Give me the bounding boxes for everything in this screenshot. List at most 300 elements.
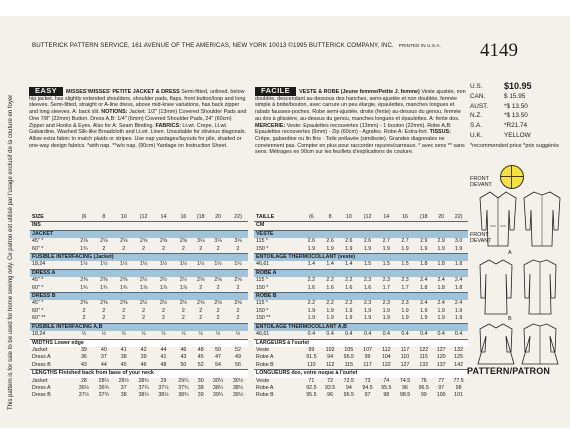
value-cell: 95.5 bbox=[306, 392, 317, 399]
section-row bbox=[254, 293, 468, 301]
value-cell: ½ bbox=[81, 331, 87, 338]
french-description bbox=[255, 87, 467, 156]
value-cell: 49 bbox=[235, 354, 241, 361]
price-row: S.A. *R21.74 bbox=[470, 122, 528, 130]
table-row bbox=[30, 246, 248, 254]
row-label: 46,61 bbox=[256, 261, 270, 268]
table-row bbox=[254, 378, 468, 385]
value-cell: 107 bbox=[363, 346, 372, 353]
value-cell: 1½ bbox=[139, 261, 148, 268]
dress-a-front-drawing-icon bbox=[478, 258, 514, 316]
value-cell: 1.9 bbox=[382, 245, 390, 252]
value-cell: 40 bbox=[100, 346, 107, 353]
value-cell: 2 bbox=[199, 284, 203, 291]
value-cell: 38 bbox=[120, 354, 127, 361]
section-label: WIDTHS Lower edge bbox=[30, 339, 248, 347]
value-cell: 2.3 bbox=[382, 277, 390, 284]
value-cell: 43 bbox=[80, 361, 87, 368]
price-list bbox=[470, 82, 565, 149]
easy-badge: EASY bbox=[29, 87, 63, 96]
pattern-patron-label: PATTERN/PATRON bbox=[467, 366, 551, 376]
value-cell: 1.9 bbox=[345, 307, 353, 314]
value-cell: 1.9 bbox=[382, 315, 390, 322]
value-cell: 2⅜ bbox=[80, 277, 88, 284]
row-label: 115 * bbox=[256, 277, 268, 284]
value-cell: 1.9 bbox=[420, 315, 428, 322]
price-row: CAN. $ 15.95 bbox=[470, 92, 526, 100]
size-label: SIZE bbox=[32, 214, 44, 220]
value-cell: 1.9 bbox=[345, 315, 353, 322]
value-cell: 30½ bbox=[232, 377, 244, 384]
value-cell: 2.3 bbox=[363, 300, 372, 307]
value-cell: 132 bbox=[419, 361, 429, 368]
value-cell: 1¾ bbox=[80, 284, 88, 291]
section-row bbox=[254, 254, 468, 262]
value-cell: 2⅜ bbox=[100, 277, 108, 284]
price-row: U.K. YELLOW bbox=[470, 131, 531, 139]
value-cell: 76 bbox=[420, 377, 427, 384]
value-cell: 2.2 bbox=[307, 300, 316, 307]
value-cell: 28½ bbox=[118, 377, 129, 384]
value-cell: 1.9 bbox=[382, 307, 390, 314]
table-row bbox=[30, 392, 248, 399]
value-cell: 1.9 bbox=[401, 315, 409, 322]
section-label: ROBE B bbox=[254, 293, 468, 301]
table-row bbox=[254, 261, 468, 269]
value-cell: 102 bbox=[325, 346, 335, 353]
value-cell: 1.9 bbox=[401, 307, 409, 314]
value-cell: 2.3 bbox=[401, 277, 409, 284]
size-cell: 16 bbox=[180, 214, 187, 220]
value-cell: 74 bbox=[383, 377, 390, 384]
value-cell: ½ bbox=[235, 331, 241, 338]
value-cell: 1.4 bbox=[345, 261, 353, 268]
value-cell: 74.5 bbox=[399, 377, 411, 384]
dress-b-back-drawing-icon bbox=[520, 322, 560, 366]
table-row bbox=[254, 285, 468, 293]
mercerie-label: MERCERIE: bbox=[255, 122, 286, 129]
size-chart-english bbox=[30, 214, 248, 400]
value-cell: 98 bbox=[383, 392, 390, 399]
table-row bbox=[30, 315, 248, 323]
value-cell: 1.8 bbox=[420, 261, 428, 268]
value-cell: 39¼ bbox=[212, 392, 224, 399]
value-cell: 1.9 bbox=[326, 245, 334, 252]
value-cell: 94 bbox=[345, 384, 352, 391]
value-cell: 1.9 bbox=[420, 245, 428, 252]
value-cell: 2 bbox=[142, 315, 146, 322]
value-cell: 1¾ bbox=[120, 284, 128, 291]
printed-note: PRINTED IN U.S.A. bbox=[398, 43, 441, 48]
value-cell: 2 bbox=[216, 245, 220, 252]
value-cell: 1.9 bbox=[363, 245, 372, 252]
value-cell: 30 bbox=[197, 377, 204, 384]
value-cell: 99 bbox=[420, 392, 427, 399]
price-row: AUST. *$ 13.50 bbox=[470, 102, 528, 110]
size-cell: (12 bbox=[139, 214, 148, 220]
value-cell: 137 bbox=[436, 361, 446, 368]
row-label: 45" * bbox=[32, 238, 44, 245]
french-title: VESTE & ROBE (Jeune femme/Petite J. femme) bbox=[299, 89, 420, 95]
value-cell: 1.4 bbox=[307, 261, 316, 268]
tissus-text: Crêpe, gabardine ou lin fins · Toile prélavée (similisoie). Grandes diagonales ne conviennent pas. Compter en plus pour raccorder rayures/carreaux. * avec sens ** sans sens. bbox=[255, 135, 465, 156]
size-cell: (18 bbox=[419, 214, 428, 220]
value-cell: 2 bbox=[102, 307, 106, 314]
table-row bbox=[254, 385, 468, 392]
section-row bbox=[30, 339, 248, 347]
value-cell: 2.7 bbox=[401, 238, 409, 245]
value-cell: 28¼ bbox=[98, 377, 109, 384]
row-label: Robe A bbox=[256, 354, 274, 361]
value-cell: 47 bbox=[215, 354, 221, 361]
value-cell: 37 bbox=[120, 384, 127, 391]
value-cell: 1½ bbox=[80, 261, 88, 268]
value-cell: 2⅝ bbox=[214, 300, 222, 307]
english-description bbox=[29, 87, 247, 149]
value-cell: 2⅜ bbox=[100, 300, 108, 307]
value-cell: 37¾ bbox=[98, 392, 109, 399]
value-cell: 37¼ bbox=[138, 384, 149, 391]
value-cell: 29 bbox=[160, 377, 167, 384]
row-label: 150 ** bbox=[256, 315, 271, 322]
section-label: ENTOILAGE THERMOCOLLANT A,B bbox=[254, 323, 468, 331]
size-cell: (6 bbox=[309, 214, 314, 220]
table-row bbox=[30, 378, 248, 385]
price-row: U.S. $10.95 bbox=[470, 81, 532, 91]
value-cell: 96.5 bbox=[343, 354, 354, 361]
row-label: Robe B bbox=[256, 361, 274, 368]
value-cell: 1.8 bbox=[437, 261, 445, 268]
value-cell: 2½ bbox=[139, 277, 148, 284]
front-label: FRONT DEVANT bbox=[470, 176, 492, 188]
value-cell: 2 bbox=[162, 315, 165, 322]
value-cell: 2 bbox=[216, 307, 220, 314]
section-row bbox=[30, 323, 248, 331]
value-cell: 1.6 bbox=[363, 284, 372, 291]
value-cell: 2.3 bbox=[401, 300, 409, 307]
value-cell: 38½ bbox=[232, 384, 244, 391]
value-cell: 72.5 bbox=[343, 377, 354, 384]
value-cell: 1.7 bbox=[382, 284, 390, 291]
row-label: Veste bbox=[256, 346, 270, 353]
value-cell: 0.4 bbox=[382, 331, 390, 338]
value-cell: 1½ bbox=[120, 261, 128, 268]
value-cell: 2 bbox=[142, 245, 146, 252]
row-label: 60" * bbox=[32, 307, 44, 314]
value-cell: 2.2 bbox=[326, 277, 334, 284]
value-cell: ½ bbox=[161, 331, 166, 338]
value-cell: 0.4 bbox=[437, 331, 445, 338]
value-cell: 2 bbox=[236, 245, 240, 252]
dress-b-front-drawing-icon bbox=[476, 322, 516, 366]
value-cell: 37½ bbox=[78, 392, 90, 399]
value-cell: 1.9 bbox=[454, 307, 463, 314]
value-cell: 2 bbox=[162, 245, 165, 252]
value-cell: 43 bbox=[180, 354, 187, 361]
value-cell: 48 bbox=[197, 346, 204, 353]
section-row bbox=[254, 323, 468, 331]
row-label: 60" ** bbox=[32, 315, 46, 322]
value-cell: 1.9 bbox=[307, 245, 316, 252]
pattern-number: 4149 bbox=[480, 40, 518, 61]
value-cell: 1½ bbox=[214, 261, 222, 268]
row-label: Robe B bbox=[256, 392, 274, 399]
value-cell: 0.4 bbox=[326, 331, 334, 338]
value-cell: ½ bbox=[141, 331, 146, 338]
company-line: BUTTERICK PATTERN SERVICE, 161 AVENUE OF THE AMERICAS, NEW YORK 10013 ©1995 BUTTERICK COMPANY, INC. bbox=[32, 42, 394, 49]
row-label: Dress A bbox=[32, 384, 51, 391]
value-cell: 99 bbox=[308, 346, 315, 353]
table-row bbox=[30, 261, 248, 269]
value-cell: 112 bbox=[382, 346, 391, 353]
value-cell: 2⅜ bbox=[120, 300, 128, 307]
value-cell: 44 bbox=[100, 361, 107, 368]
value-cell: 2.9 bbox=[437, 238, 445, 245]
table-row bbox=[254, 300, 468, 307]
row-label: 60" * bbox=[32, 245, 44, 252]
row-label: 115 * bbox=[256, 300, 268, 307]
yellow-code-circle-icon bbox=[500, 165, 524, 189]
row-label: 60" * bbox=[32, 284, 44, 291]
value-cell: 97 bbox=[364, 392, 371, 399]
table-row bbox=[254, 277, 468, 284]
value-cell: 1.6 bbox=[307, 284, 316, 291]
value-cell: 2.2 bbox=[326, 300, 334, 307]
row-label: 18,24 bbox=[32, 331, 46, 338]
unit-row bbox=[254, 222, 468, 230]
value-cell: 38½ bbox=[158, 392, 169, 399]
size-cell: 8 bbox=[328, 214, 332, 220]
value-cell: 105 bbox=[344, 346, 354, 353]
value-cell: 1¾ bbox=[100, 284, 108, 291]
english-title: MISSES'/MISSES' PETITE JACKET & DRESS bbox=[66, 89, 180, 95]
value-cell: 2⅝ bbox=[197, 277, 205, 284]
value-cell: 1¾ bbox=[80, 245, 88, 252]
table-row bbox=[30, 277, 248, 284]
value-cell: ½ bbox=[198, 331, 203, 338]
value-cell: 37½ bbox=[158, 384, 169, 391]
value-cell: 101 bbox=[454, 392, 464, 399]
value-cell: 54 bbox=[215, 361, 221, 368]
value-cell: 38¼ bbox=[212, 384, 224, 391]
side-legal-text: This pattern is for sale to be used for home sewing only. Ce patron est utilisé par l'usage exclusif de la couture en foyer bbox=[8, 94, 14, 410]
value-cell: 2.4 bbox=[420, 277, 428, 284]
size-cell: 20 bbox=[215, 214, 221, 220]
section-label: DRESS B bbox=[30, 293, 248, 301]
value-cell: 1.9 bbox=[326, 307, 334, 314]
value-cell: 2.6 bbox=[345, 238, 353, 245]
value-cell: 115 bbox=[344, 361, 354, 368]
figure-b-label: B bbox=[508, 316, 512, 322]
value-cell: 2 bbox=[162, 307, 165, 314]
section-row bbox=[254, 230, 468, 238]
value-cell: 1.9 bbox=[437, 307, 445, 314]
unit-label: CM bbox=[254, 222, 468, 230]
figure-a-front-label: FRONT DEVANT bbox=[470, 232, 492, 244]
value-cell: 39 bbox=[140, 354, 147, 361]
section-label: LONGUEURS dos, votre nuque à l'ourlet bbox=[254, 370, 468, 378]
company-header bbox=[32, 42, 441, 49]
value-cell: 41 bbox=[120, 346, 127, 353]
value-cell: 39½ bbox=[232, 392, 244, 399]
value-cell: 122 bbox=[381, 361, 391, 368]
value-cell: 2½ bbox=[179, 277, 188, 284]
price-note: *recommended price *prix suggérés bbox=[470, 142, 559, 149]
section-label: LARGEURS à l'ourlet bbox=[254, 339, 468, 347]
value-cell: 1.9 bbox=[307, 315, 316, 322]
value-cell: 142 bbox=[454, 361, 464, 368]
value-cell: 104 bbox=[381, 354, 391, 361]
value-cell: 2⅜ bbox=[120, 277, 128, 284]
value-cell: 1½ bbox=[179, 261, 188, 268]
value-cell: 2½ bbox=[159, 300, 168, 307]
table-row bbox=[254, 331, 468, 339]
section-row bbox=[254, 370, 468, 378]
value-cell: 1.7 bbox=[401, 284, 409, 291]
value-cell: 50 bbox=[180, 361, 187, 368]
value-cell: 2.4 bbox=[454, 300, 463, 307]
english-desc-text: Semi-fitted, unlined, below hip jacket, has slightly extended shoulders, shoulder pads, flaps, front button/loop and long sleeves. Semi-fitted, straight or A-line dress, above mid-knee variations, has back zipper and long sleeves. A: back slit. bbox=[29, 89, 246, 116]
table-row bbox=[30, 385, 248, 392]
value-cell: 96.5 bbox=[343, 392, 354, 399]
value-cell: ½ bbox=[101, 331, 107, 338]
value-cell: 117 bbox=[400, 346, 410, 353]
value-cell: 2⅝ bbox=[234, 277, 242, 284]
value-cell: 132 bbox=[454, 346, 464, 353]
value-cell: ½ bbox=[181, 331, 186, 338]
table-row bbox=[254, 246, 468, 254]
table-row bbox=[254, 354, 468, 361]
value-cell: 3⅛ bbox=[214, 238, 222, 245]
row-label: 150 * bbox=[256, 245, 269, 252]
value-cell: 117 bbox=[363, 361, 372, 368]
value-cell: 112 bbox=[325, 361, 335, 368]
size-label: TAILLE bbox=[256, 214, 275, 220]
value-cell: 1.8 bbox=[420, 284, 428, 291]
value-cell: 1.8 bbox=[454, 284, 463, 291]
value-cell: 120 bbox=[436, 354, 446, 361]
value-cell: 36 bbox=[80, 354, 87, 361]
value-cell: 46 bbox=[180, 346, 187, 353]
value-cell: 45 bbox=[120, 361, 127, 368]
row-label: 45" * bbox=[32, 277, 44, 284]
value-cell: 38 bbox=[120, 392, 127, 399]
value-cell: 77.5 bbox=[453, 377, 464, 384]
size-cell: 10 bbox=[120, 214, 127, 220]
value-cell: 2⅝ bbox=[179, 238, 188, 245]
value-cell: 2 bbox=[236, 284, 240, 291]
jacket-back-drawing-icon bbox=[522, 190, 562, 250]
value-cell: 1.9 bbox=[363, 307, 372, 314]
table-row bbox=[30, 354, 248, 361]
value-cell: 2 bbox=[102, 315, 106, 322]
value-cell: 2 bbox=[82, 315, 86, 322]
value-cell: 0.4 bbox=[345, 331, 353, 338]
dress-a-back-drawing-icon bbox=[522, 258, 558, 316]
value-cell: 72 bbox=[327, 377, 334, 384]
value-cell: 110 bbox=[307, 361, 316, 368]
value-cell: 2 bbox=[236, 315, 240, 322]
size-cell: 8 bbox=[102, 214, 106, 220]
value-cell: 0.4 bbox=[420, 331, 428, 338]
value-cell: 1.9 bbox=[437, 245, 445, 252]
unit-row bbox=[30, 222, 248, 230]
value-cell: 46 bbox=[140, 361, 147, 368]
size-cell: 14 bbox=[383, 214, 390, 220]
value-cell: 1.9 bbox=[363, 315, 372, 322]
value-cell: 1.9 bbox=[454, 315, 463, 322]
value-cell: 2 bbox=[82, 307, 86, 314]
table-row bbox=[30, 238, 248, 245]
value-cell: 48 bbox=[160, 361, 167, 368]
value-cell: 2 bbox=[181, 245, 185, 252]
value-cell: 0.4 bbox=[454, 331, 463, 338]
value-cell: 96.5 bbox=[418, 384, 429, 391]
value-cell: 42 bbox=[140, 346, 147, 353]
value-cell: 2⅝ bbox=[139, 238, 148, 245]
value-cell: 2½ bbox=[159, 277, 168, 284]
size-cell: (18 bbox=[196, 214, 205, 220]
size-cell: 22) bbox=[454, 214, 463, 220]
value-cell: 1½ bbox=[100, 261, 108, 268]
value-cell: 100 bbox=[436, 392, 446, 399]
size-cell: 14 bbox=[160, 214, 167, 220]
price-row: N.Z. *$ 13.50 bbox=[470, 112, 528, 120]
value-cell: 91.5 bbox=[306, 354, 317, 361]
table-row bbox=[254, 308, 468, 315]
value-cell: 2 bbox=[122, 245, 126, 252]
size-header-row bbox=[254, 214, 468, 222]
value-cell: 2 bbox=[142, 307, 146, 314]
table-row bbox=[30, 331, 248, 339]
value-cell: 38 bbox=[197, 384, 204, 391]
value-cell: 2⅛ bbox=[120, 238, 128, 245]
value-cell: 2 bbox=[236, 307, 240, 314]
row-label: 45" * bbox=[32, 300, 44, 307]
section-row bbox=[254, 339, 468, 347]
row-label: Jacket bbox=[32, 346, 48, 353]
value-cell: 56 bbox=[235, 361, 241, 368]
value-cell: 2.4 bbox=[437, 300, 445, 307]
value-cell: 99 bbox=[364, 354, 371, 361]
table-row bbox=[254, 238, 468, 245]
value-cell: 2⅝ bbox=[159, 238, 168, 245]
value-cell: 0.4 bbox=[401, 331, 409, 338]
section-label: VESTE bbox=[254, 230, 468, 238]
value-cell: 2⅛ bbox=[80, 238, 88, 245]
value-cell: 110 bbox=[400, 354, 410, 361]
value-cell: 2 bbox=[181, 315, 185, 322]
value-cell: 1⅞ bbox=[159, 284, 168, 291]
value-cell: 44 bbox=[160, 346, 167, 353]
value-cell: 97 bbox=[438, 384, 445, 391]
table-row bbox=[30, 362, 248, 370]
value-cell: 2½ bbox=[179, 300, 188, 307]
value-cell: 1½ bbox=[234, 261, 242, 268]
section-row bbox=[30, 230, 248, 238]
section-label: FUSIBLE INTERFACING (Jacket) bbox=[30, 254, 248, 262]
value-cell: 1½ bbox=[159, 261, 168, 268]
value-cell: 2.6 bbox=[326, 238, 334, 245]
value-cell: ½ bbox=[215, 331, 221, 338]
value-cell: 127 bbox=[400, 361, 410, 368]
value-cell: 2.6 bbox=[307, 238, 316, 245]
value-cell: 1.6 bbox=[326, 284, 334, 291]
row-label: Veste bbox=[256, 377, 270, 384]
section-label: JACKET bbox=[30, 230, 248, 238]
table-row bbox=[254, 347, 468, 354]
value-cell: 1.8 bbox=[437, 284, 445, 291]
